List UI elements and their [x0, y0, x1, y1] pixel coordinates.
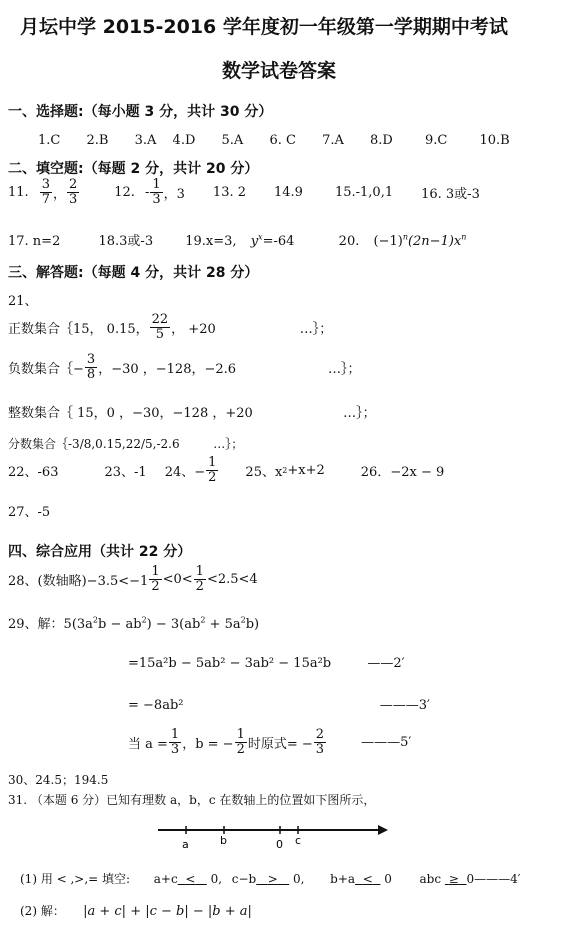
section2-heading: 二、填空题:（每题 2 分，共计 20 分）	[8, 161, 259, 177]
fraction-set	[8, 435, 243, 452]
q11-label: 11.	[8, 184, 29, 200]
q28-fraction-2: $\frac{1}{2}$	[195, 564, 204, 594]
q20-label: 20.	[338, 234, 360, 249]
mc-answer-9: 9.C	[424, 133, 448, 148]
q29-expression: 29、解：$5(3a^2b - ab^2) - 3(ab^2 + 5a^2b)$	[8, 615, 260, 632]
q11-fraction-2: $\frac{2}{3}$	[68, 177, 78, 207]
q19-exponent: x	[258, 232, 263, 242]
integer-set	[8, 402, 376, 421]
q11-separator: ，	[52, 186, 66, 202]
q29-step-2	[128, 698, 430, 713]
q29-term-4: b)	[245, 617, 260, 632]
q31-answer-b: >	[267, 872, 278, 886]
section1-answers	[38, 133, 510, 148]
integer-set-end: …｝；	[343, 406, 376, 421]
q27-answer: 27、-5	[8, 505, 51, 520]
positive-set-label: 正数集合｛15， 0.15，	[8, 321, 149, 337]
q31-answer-c: <	[362, 872, 373, 886]
q31-expr-c: b+a	[330, 872, 356, 886]
negative-set	[8, 353, 361, 381]
q12-minus: -	[144, 184, 150, 200]
q29-step-3-fraction-1: $\frac{1}{3}$	[170, 727, 180, 757]
document-subtitle: 数学试卷答案	[222, 60, 337, 82]
q25-answer-a: 25、x	[245, 464, 283, 480]
q31-end-b: 0,	[293, 872, 305, 886]
q17-answer: 17. n=2	[8, 234, 61, 249]
q24-label: 24、−	[164, 464, 206, 480]
section3-heading: 三、解答题:（每题 4 分，共计 28 分）	[8, 265, 259, 281]
q31-end-a: 0,	[210, 872, 223, 886]
fill-row-2	[8, 230, 466, 249]
fraction-set-end: …｝；	[213, 437, 244, 451]
q29-step-1-expr: =15a²b − 5ab² − 3ab² − 15a²b	[128, 656, 332, 671]
q29-term-3: + 5a	[205, 617, 241, 632]
q20-expr-mid: (2n−1)x	[407, 234, 462, 249]
q12-label: 12.	[114, 184, 135, 200]
q19-answer-x: 19.x=3,	[185, 234, 237, 249]
q20-exponent-2: n	[461, 232, 467, 242]
mc-answer-6: 6. C	[269, 133, 296, 148]
negative-set-rest: ，−30 ，−128，−2.6	[98, 361, 237, 377]
q20-exponent-1: n	[402, 232, 408, 242]
section4-heading: 四、综合应用（共计 22 分）	[8, 544, 192, 560]
q25-answer-b: +x+2	[287, 462, 325, 478]
integer-set-label: 整数集合｛ 15，0 ，−30，−128 ，+20	[8, 406, 253, 421]
q29-step-3-points: ———5′	[361, 734, 412, 750]
q31-end-d: 0———4′	[466, 872, 521, 886]
q31-part-1-label: (1) 用 < ,>,= 填空:	[20, 872, 131, 886]
q21-label: 21、	[8, 294, 38, 309]
positive-set-end: …｝；	[299, 321, 333, 337]
q31-answer-d: ≥	[448, 872, 459, 886]
q11-fraction-1: $\frac{3}{7}$	[41, 177, 50, 207]
q31-expr-d: abc	[419, 872, 442, 886]
q28-part-b: <0<	[162, 571, 193, 587]
q29-step-2-expr: = −8ab²	[128, 698, 184, 713]
q12-fraction: $\frac{1}{3}$	[152, 177, 161, 207]
q31-part-2-label: (2) 解：	[20, 904, 65, 918]
q31-answer-a: <	[185, 872, 196, 886]
label-b: b	[220, 834, 227, 847]
q28-fraction-1: $\frac{1}{2}$	[151, 564, 160, 594]
fraction-set-label: 分数集合｛-3/8,0.15,22/5,-2.6	[8, 437, 180, 451]
mc-answer-4: 4.D	[172, 133, 196, 148]
negative-set-fraction: $\frac{3}{8}$	[86, 352, 96, 382]
number-line-arrow	[378, 825, 388, 835]
q13-answer: 13. 2	[212, 184, 246, 200]
label-c: c	[295, 834, 302, 847]
negative-set-end: …｝；	[328, 361, 361, 377]
q28-part-c: <2.5<4	[206, 571, 258, 587]
document-title: 月坛中学 2015-2016 学年度初一年级第一学期期中考试	[20, 16, 508, 38]
q15-answer: 15.-1,0,1	[334, 184, 394, 200]
q29-step-3-fraction-2: $\frac{1}{2}$	[236, 727, 245, 757]
q20-expr-base: (−1)	[373, 234, 403, 249]
fill-row-1	[8, 178, 480, 206]
section1-heading: 一、选择题:（每小题 3 分，共计 30 分）	[8, 104, 273, 120]
positive-set-fraction: $\frac{22}{5}$	[151, 312, 169, 342]
q29-step-1	[128, 656, 405, 671]
q31-expr-b: c−b	[231, 872, 257, 886]
q29-step-3-c: 时原式= −	[247, 736, 313, 752]
q18-answer: 18.3或-3	[98, 234, 154, 249]
q29-term-1: b − ab	[98, 617, 142, 632]
q31-part-2-expr: |a + c| + |c − b| − |b + a|	[83, 904, 252, 919]
q29-step-1-points: ——2′	[367, 656, 405, 671]
q29-step-2-points: ———3′	[379, 698, 430, 713]
q29-step-3-a: 当 a =	[128, 736, 168, 752]
mc-answer-7: 7.A	[322, 133, 344, 148]
q14-answer: 14.9	[274, 184, 303, 200]
q31-question: 31. （本题 6 分）已知有理数 a，b，c 在数轴上的位置如下图所示，	[8, 793, 376, 807]
q28-answer	[8, 565, 258, 593]
positive-set-rest: ， +20	[171, 321, 216, 337]
q31-end-c: 0	[384, 872, 392, 886]
q23-answer: 23、-1	[104, 464, 147, 480]
q31-part-1	[20, 870, 520, 887]
q31-part-2	[20, 902, 252, 919]
q28-part-a: 28、(数轴略)−3.5<−1	[8, 573, 149, 589]
label-a: a	[182, 838, 189, 851]
q25-exponent: 2	[282, 465, 288, 475]
q29-step-3-b: ，b = −	[182, 736, 234, 752]
q19-answer-value: =-64	[262, 234, 295, 249]
q19-answer-y: y	[250, 234, 259, 249]
label-0: 0	[276, 838, 283, 851]
q31-expr-a: a+c	[153, 872, 178, 886]
positive-set	[8, 313, 332, 341]
q29-step-3	[128, 728, 411, 756]
mc-answer-5: 5.A	[221, 133, 244, 148]
mc-answer-1: 1.C	[38, 133, 61, 148]
answers-22-26	[8, 456, 444, 484]
q30-answer: 30、24.5；194.5	[8, 773, 109, 787]
negative-set-label: 负数集合｛−	[8, 361, 84, 377]
number-line	[150, 818, 390, 852]
q29-term-2: ) − 3(ab	[146, 617, 201, 632]
mc-answer-8: 8.D	[370, 133, 393, 148]
mc-answer-10: 10.B	[479, 133, 510, 148]
q12-rest: ，3	[163, 186, 185, 202]
q24-fraction: $\frac{1}{2}$	[208, 455, 217, 485]
mc-answer-3: 3.A	[134, 133, 157, 148]
q29-step-3-fraction-3: $\frac{2}{3}$	[315, 727, 325, 757]
q29-label: 29、解：5(3a	[8, 617, 93, 632]
q22-answer: 22、-63	[8, 464, 59, 480]
mc-answer-2: 2.B	[86, 133, 109, 148]
q16-answer: 16. 3或-3	[421, 186, 480, 202]
q26-answer: 26．−2x − 9	[360, 464, 445, 480]
